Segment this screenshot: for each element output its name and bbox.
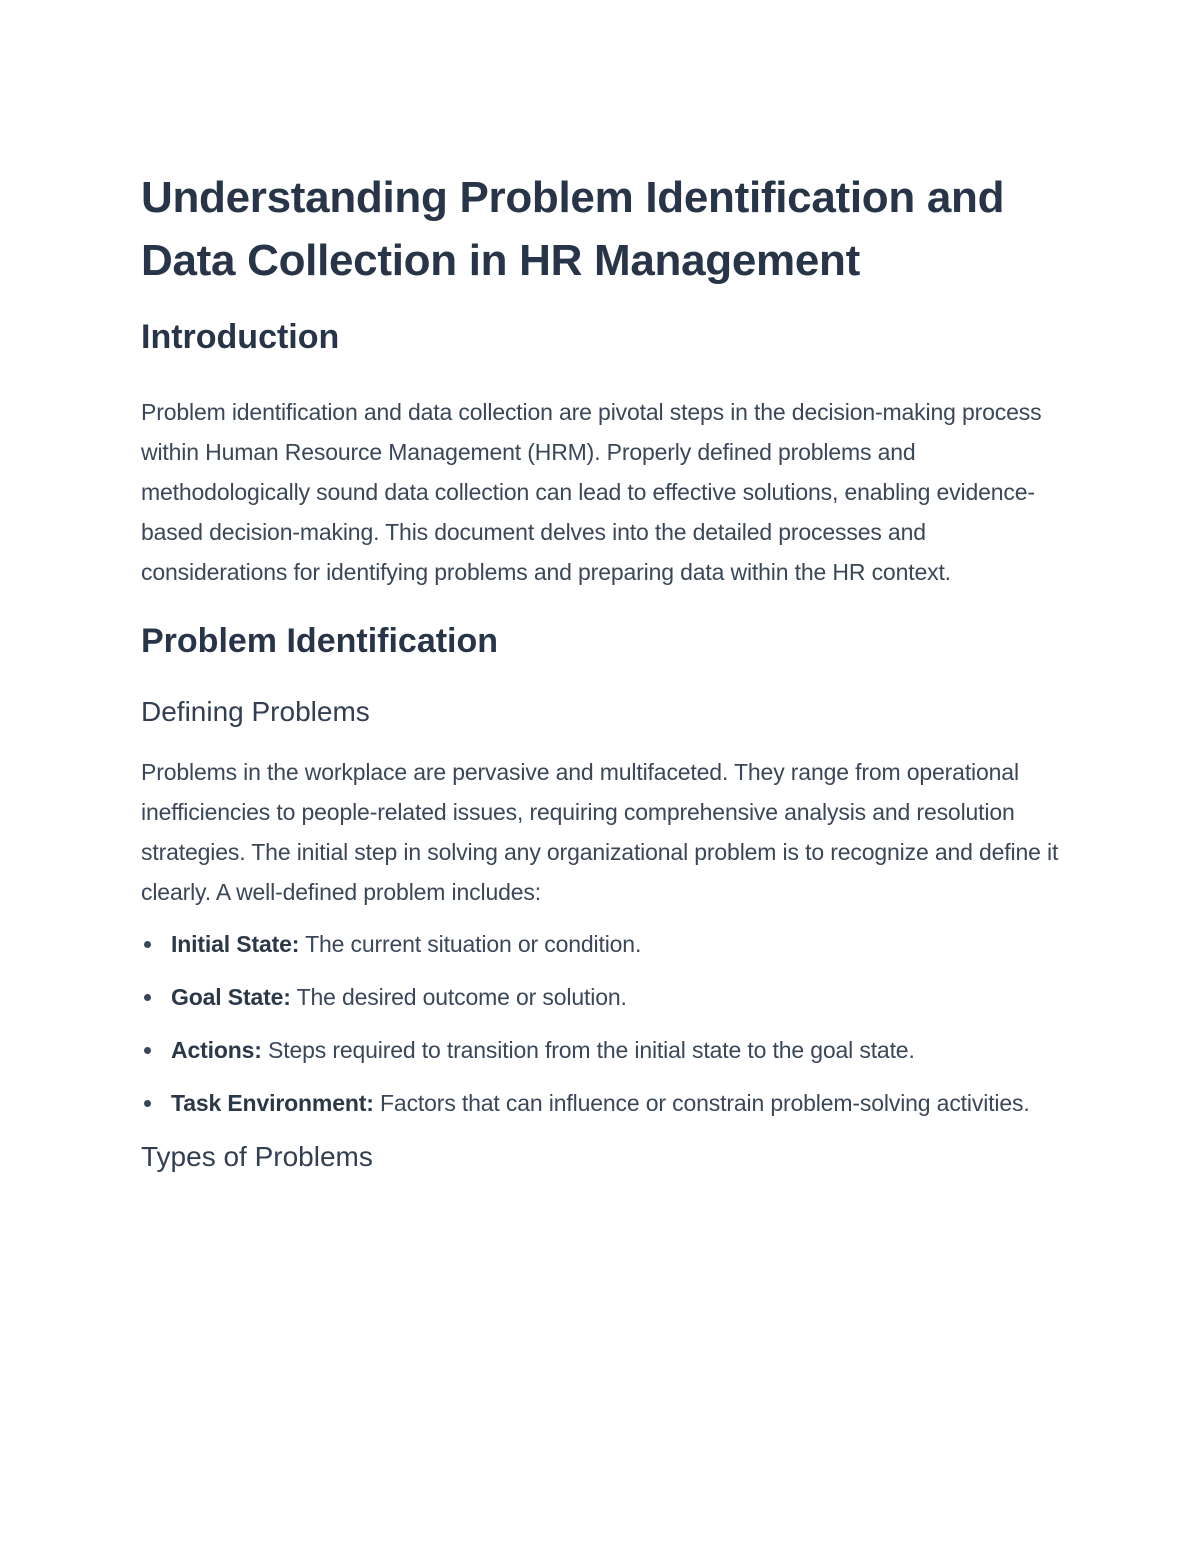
problem-components-list	[141, 924, 1061, 1123]
defining-problems-paragraph: Problems in the workplace are pervasive and multifaceted. They range from operational inefficiencies to people-related issues, requiring comprehensive analysis and resolution strategies. The initial step in solving any organizational problem is to recognize and define it clearly. A well-defined problem includes:	[141, 759, 1059, 905]
list-item-text: Steps required to transition from the initial state to the goal state.	[261, 1037, 915, 1063]
list-item-term: Task Environment:	[171, 1090, 374, 1116]
bullet-icon	[144, 994, 151, 1001]
list-item-term: Goal State:	[171, 984, 291, 1010]
bullet-icon	[144, 1100, 151, 1107]
list-item	[141, 924, 1061, 964]
list-item-text: The current situation or condition.	[299, 931, 642, 957]
list-item	[141, 1030, 1061, 1070]
document-title: Understanding Problem Identification and Data Collection in HR Management	[141, 173, 1005, 285]
introduction-heading: Introduction	[141, 318, 340, 356]
problem-identification-heading: Problem Identification	[141, 622, 499, 660]
list-item-text: The desired outcome or solution.	[290, 984, 627, 1010]
types-of-problems-heading: Types of Problems	[141, 1141, 373, 1172]
list-item-text: Factors that can influence or constrain problem-solving activities.	[373, 1090, 1030, 1116]
bullet-icon	[144, 1047, 151, 1054]
list-item	[141, 977, 1061, 1017]
defining-problems-heading: Defining Problems	[141, 696, 370, 727]
bullet-icon	[144, 941, 151, 948]
list-item	[141, 1083, 1061, 1123]
list-item-term: Actions:	[171, 1037, 262, 1063]
document-page	[141, 166, 1061, 1177]
list-item-term: Initial State:	[171, 931, 300, 957]
introduction-paragraph: Problem identification and data collection are pivotal steps in the decision-making process within Human Resource Management (HRM). Properly defined problems and methodologically sound data collection can lead to effective solutions, enabling evidence-based decision-making. This document delves into the detailed processes and considerations for identifying problems and preparing data within the HR context.	[141, 399, 1042, 585]
